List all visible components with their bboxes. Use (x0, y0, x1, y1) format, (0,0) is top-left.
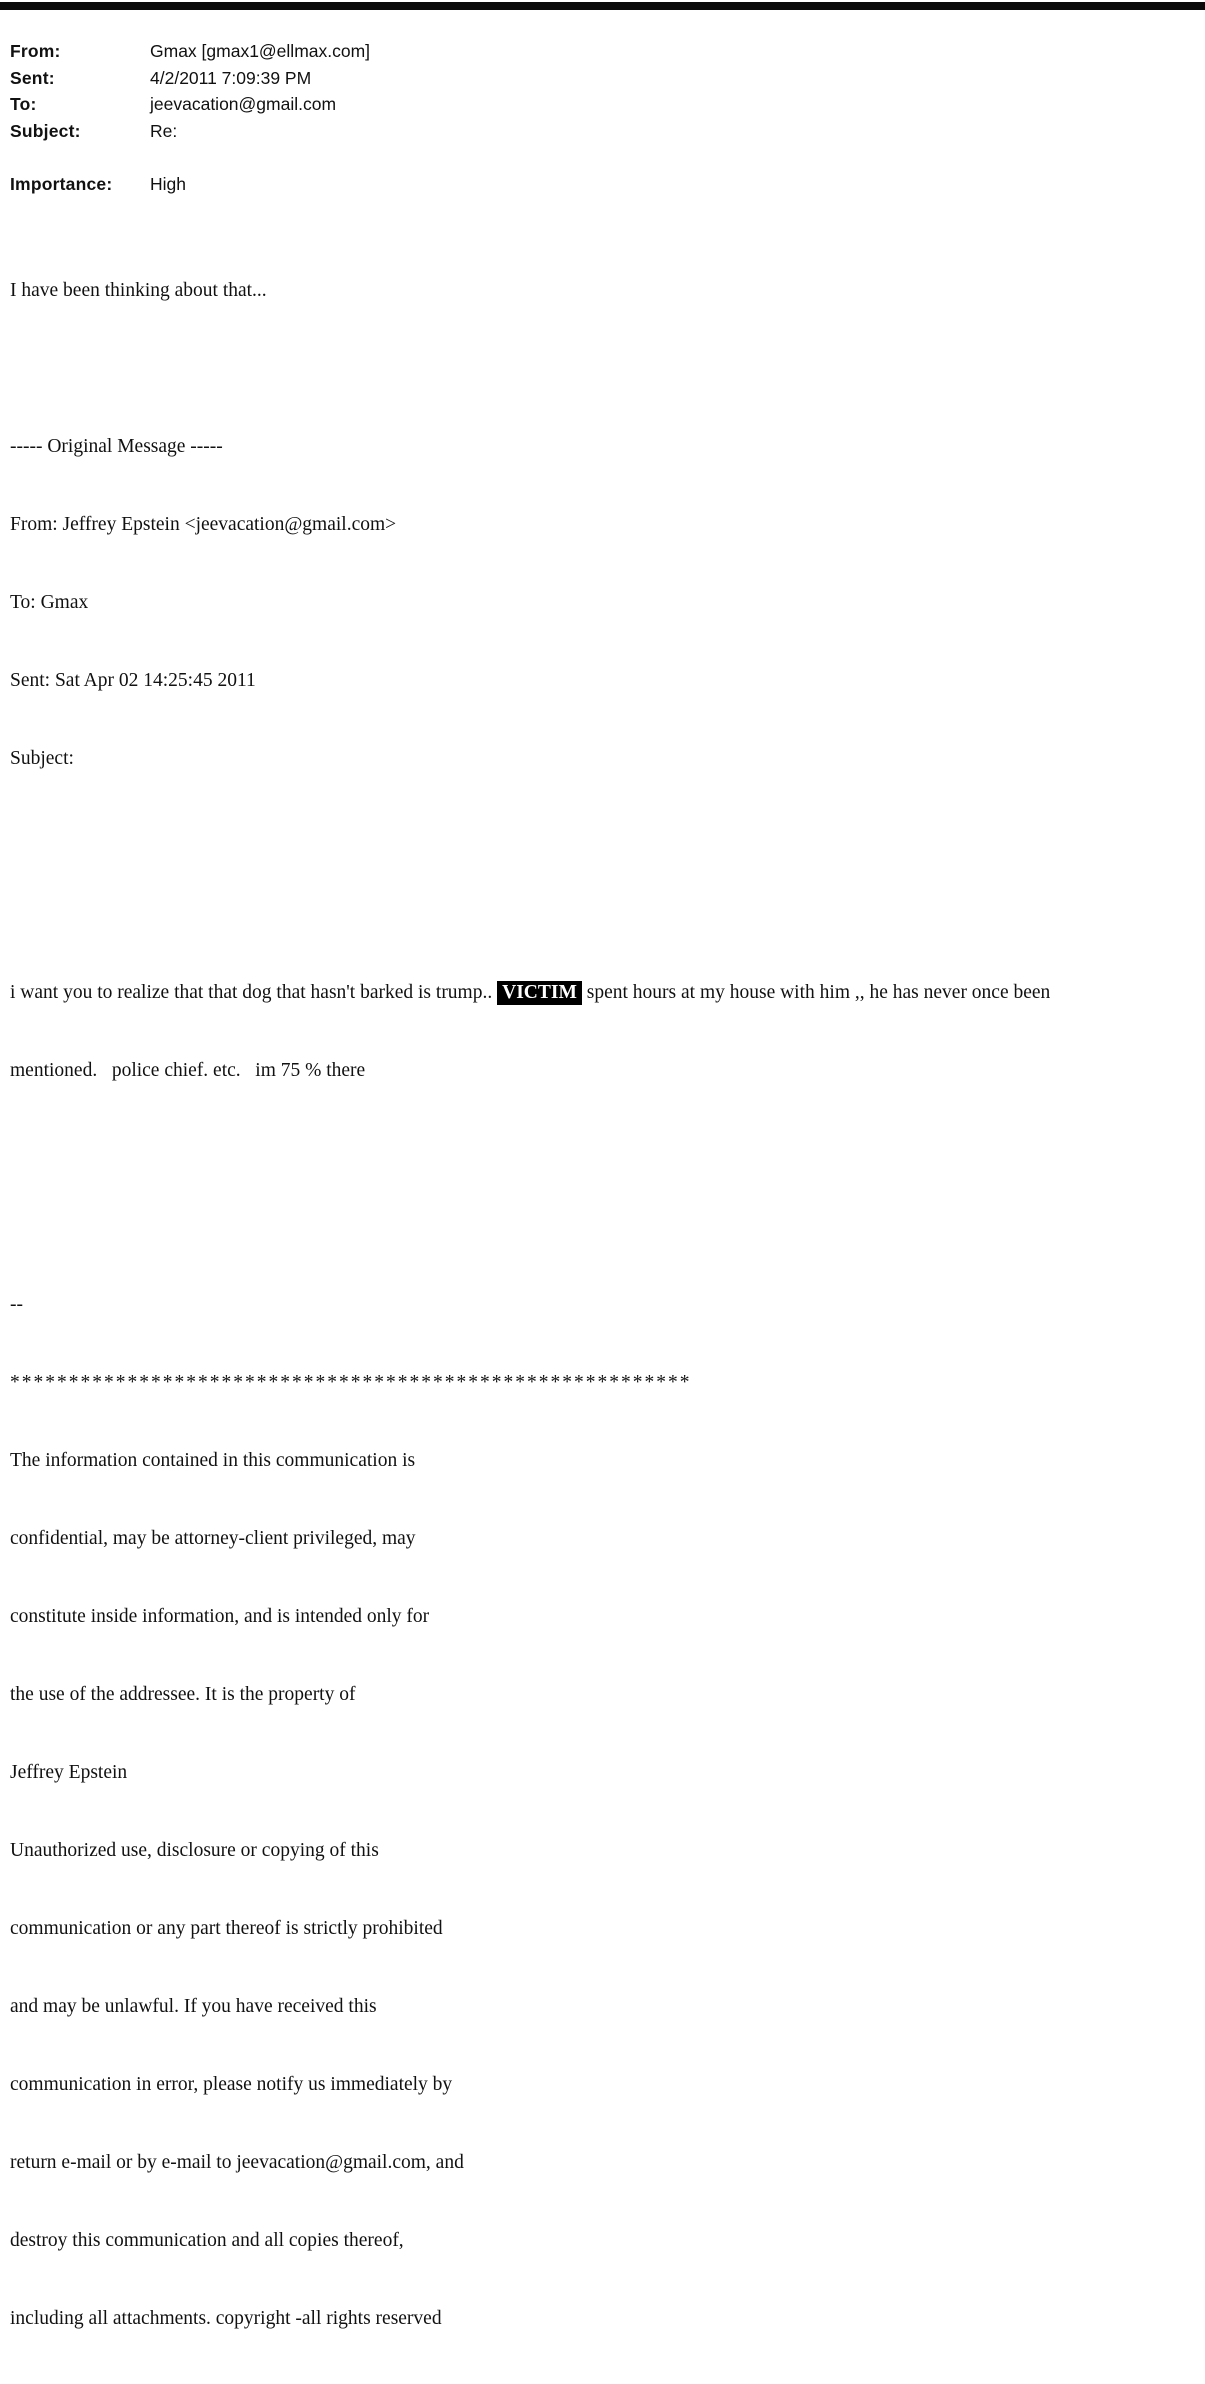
to-value: jeevacation@gmail.com (150, 94, 337, 114)
sent-label: Sent: (10, 67, 55, 88)
message-line-2: mentioned. police chief. etc. im 75 % there (10, 1059, 366, 1081)
message-line-1 (10, 980, 1195, 1006)
quote-sent-line: Sent: Sat Apr 02 14:25:45 2011 (10, 669, 256, 691)
disclaimer-line: Jeffrey Epstein (10, 1761, 128, 1783)
sent-value: 4/2/2011 7:09:39 PM (150, 67, 312, 88)
blank-line (10, 1214, 1195, 1240)
blank-line (10, 902, 1195, 928)
blank-line (10, 824, 1195, 850)
disclaimer-line: and may be unlawful. If you have received this (10, 1995, 377, 2017)
header-row-from (10, 38, 1205, 65)
disclaimer-line: communication in error, please notify us immediately by (10, 2073, 453, 2095)
quote-separator: ----- Original Message ----- (10, 435, 223, 457)
header-row-to (10, 91, 1205, 118)
email-document-page (0, 2, 1205, 2329)
importance-block (10, 171, 1205, 198)
disclaimer-line: communication or any part thereof is strictly prohibited (10, 1917, 443, 1939)
from-label: From: (10, 41, 61, 61)
quote-to-line: To: Gmax (10, 591, 89, 613)
header-row-importance (10, 171, 1205, 198)
disclaimer-line: destroy this communication and all copies thereof, (10, 2229, 404, 2251)
to-label: To: (10, 94, 37, 114)
top-divider-bar (0, 2, 1205, 10)
email-header-block (10, 38, 1205, 144)
disclaimer-line: Unauthorized use, disclosure or copying of this (10, 1839, 379, 1861)
importance-label: Importance: (10, 174, 113, 194)
redacted-victim-label: VICTIM (497, 981, 582, 1005)
importance-value: High (150, 174, 186, 194)
disclaimer-line: including all attachments. copyright -all rights reserved (10, 2307, 442, 2329)
disclaimer-line: constitute inside information, and is intended only for (10, 1605, 430, 1627)
email-body (10, 226, 1195, 2384)
disclaimer-line: the use of the addressee. It is the property of (10, 1683, 356, 1705)
signature-dashes: -- (10, 1293, 23, 1315)
disclaimer-line: confidential, may be attorney-client privileged, may (10, 1527, 416, 1549)
subject-value: Re: (150, 120, 178, 141)
from-value: Gmax [gmax1@ellmax.com] (150, 41, 371, 61)
disclaimer-line: The information contained in this communication is (10, 1449, 416, 1471)
quote-from-line: From: Jeffrey Epstein <jeevacation@gmail.com> (10, 513, 397, 535)
subject-label: Subject: (10, 120, 81, 141)
disclaimer-line: return e-mail or by e-mail to jeevacation@gmail.com, and (10, 2151, 464, 2173)
message-text-before-redaction: i want you to realize that that dog that hasn't barked is trump.. (10, 981, 498, 1003)
header-row-sent (10, 65, 1205, 92)
message-text-after-redaction: spent hours at my house with him ,, he has never once been (581, 981, 1051, 1003)
blank-line (10, 1136, 1195, 1162)
asterisk-divider: ********************************************************** (10, 1371, 692, 1393)
blank-line (10, 356, 1195, 382)
body-intro-line: I have been thinking about that... (10, 279, 267, 301)
header-row-subject (10, 118, 1205, 145)
quote-subject-line: Subject: (10, 747, 74, 769)
